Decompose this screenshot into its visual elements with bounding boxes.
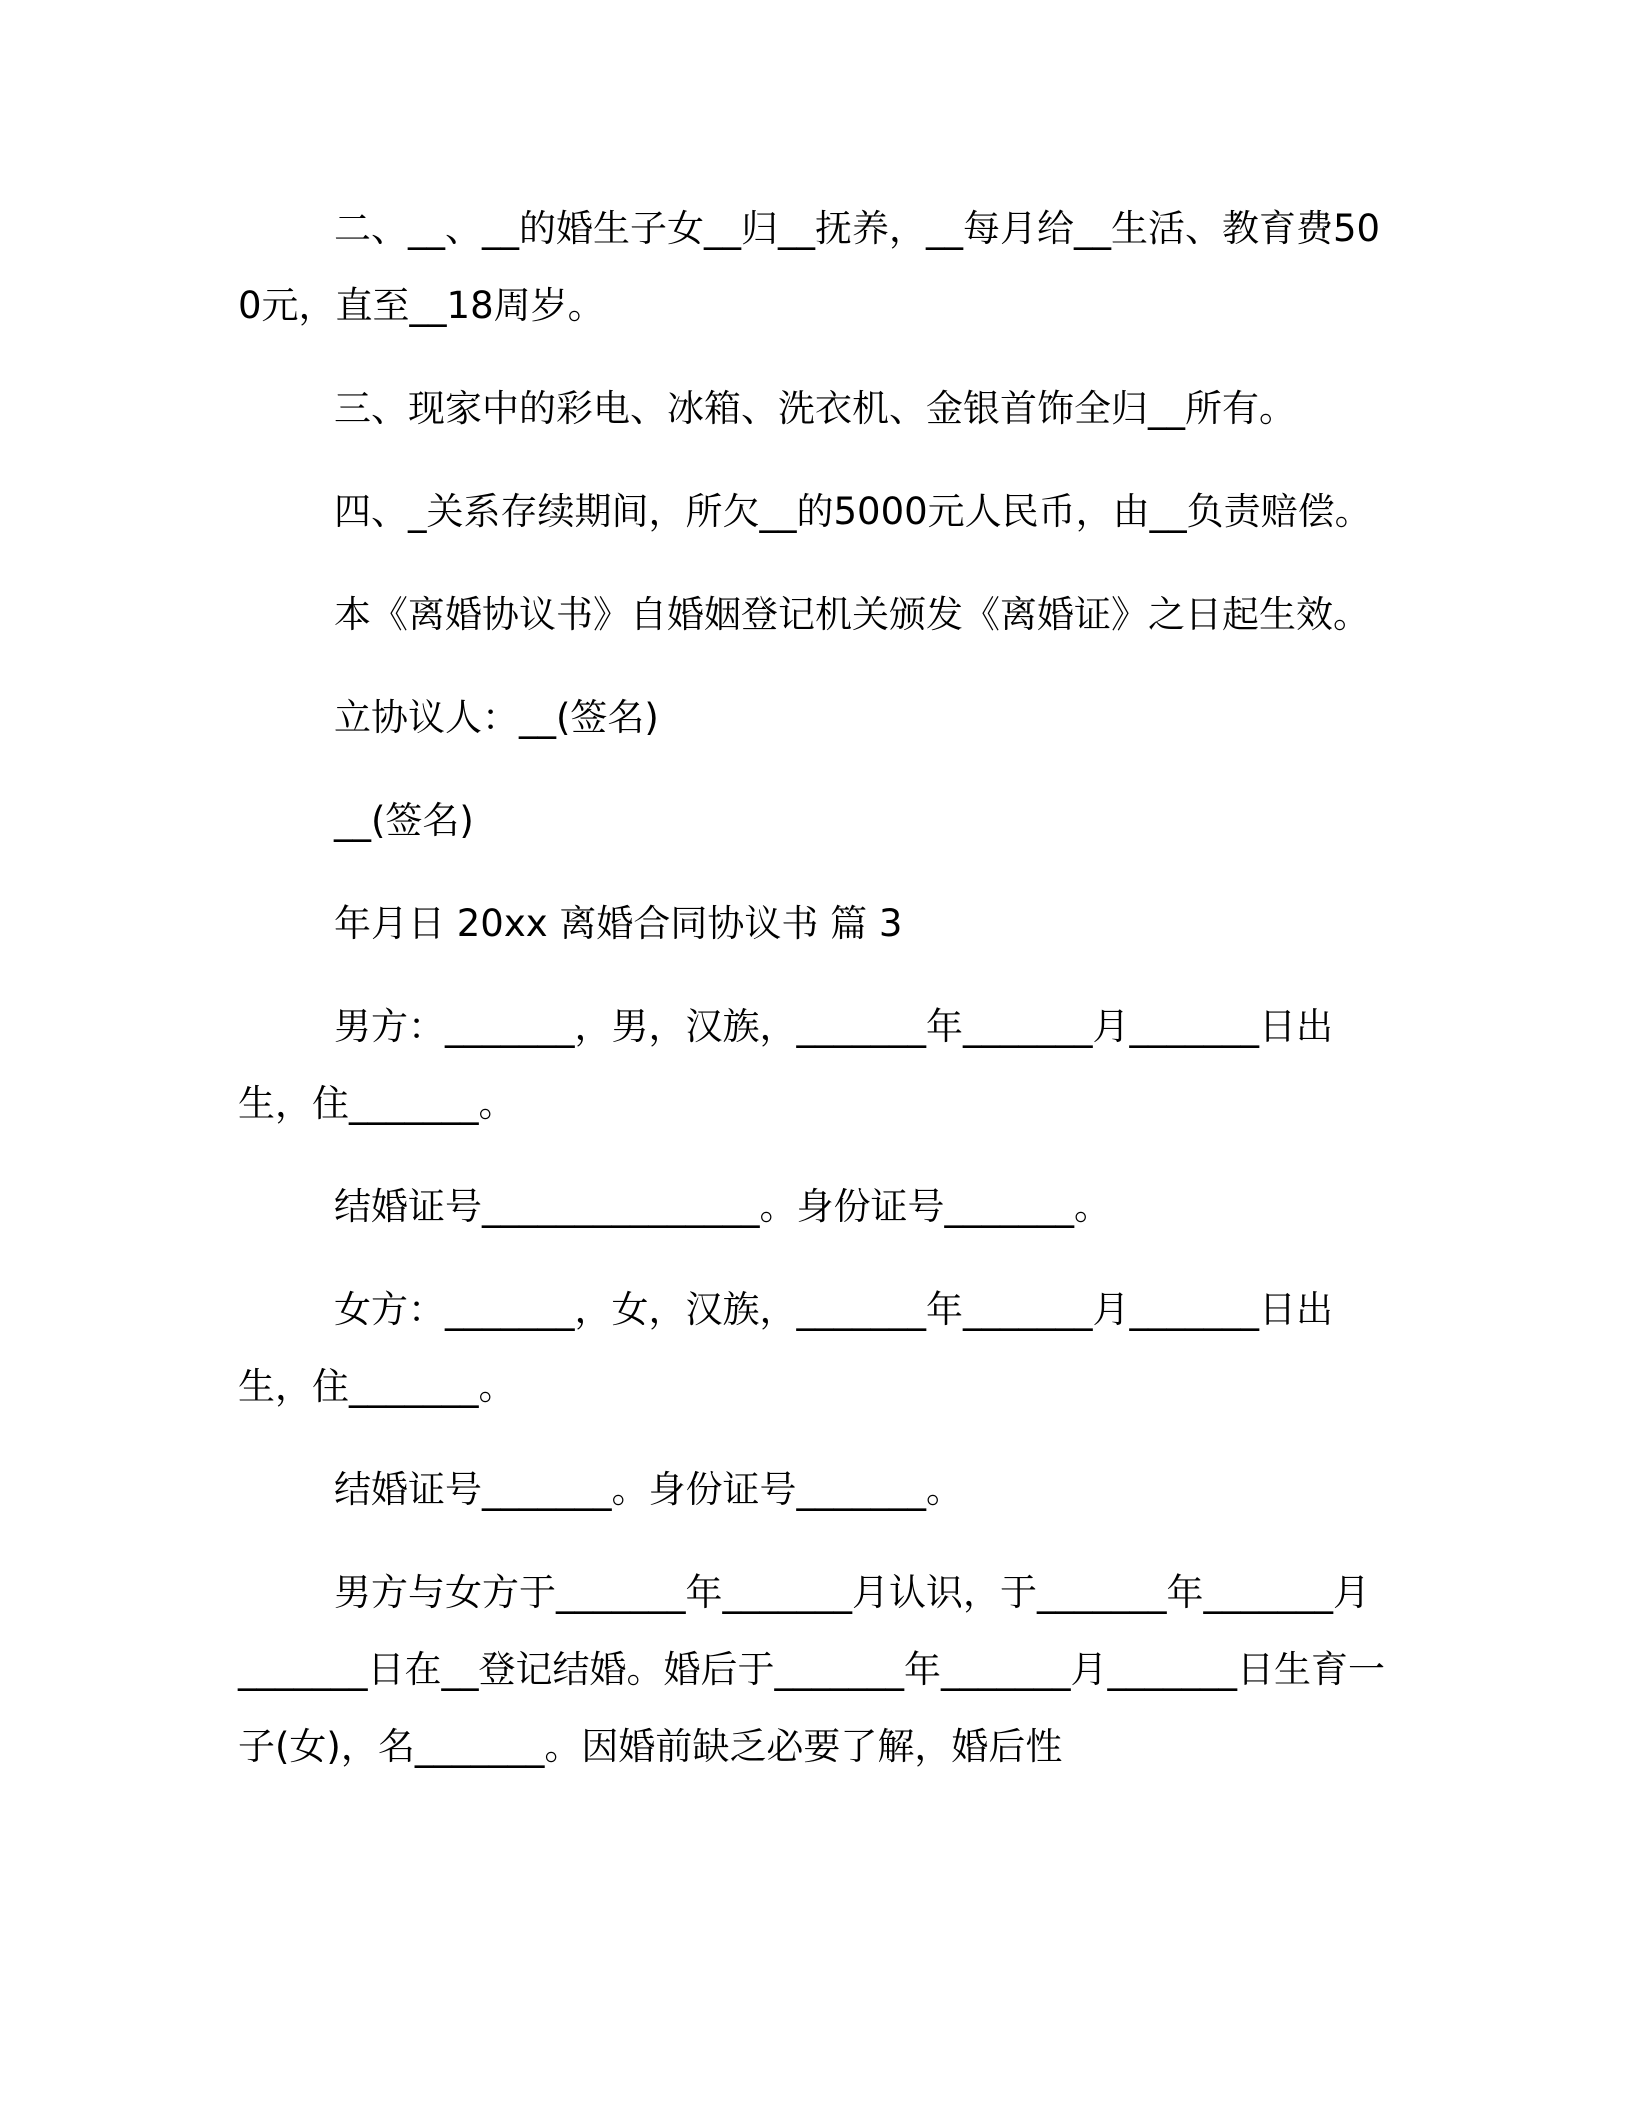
- wife-info-paragraph: 女方：_______，女，汉族，_______年_______月_______日出生，住_______。: [238, 1288, 1333, 1408]
- clause-three-paragraph: 三、现家中的彩电、冰箱、洗衣机、金银首饰全归__所有。: [334, 387, 1296, 430]
- section-heading: 年月日 20xx 离婚合同协议书 篇 3: [334, 902, 903, 945]
- husband-certificate-line: 结婚证号_______________。身份证号_______。: [334, 1185, 1111, 1228]
- wife-certificate-line: 结婚证号_______。身份证号_______。: [334, 1468, 963, 1511]
- clause-four-paragraph: 四、_关系存续期间，所欠__的5000元人民币，由__负责赔偿。: [334, 490, 1372, 533]
- clause-two-paragraph: 二、__、__的婚生子女__归__抚养，__每月给__生活、教育费500元，直至__18周岁。: [238, 207, 1381, 327]
- signatory-line: 立协议人：__(签名): [334, 696, 659, 739]
- effective-clause-paragraph: 本《离婚协议书》自婚姻登记机关颁发《离婚证》之日起生效。: [334, 593, 1370, 636]
- marriage-history-paragraph: 男方与女方于_______年_______月认识，于_______年_______月_______日在__登记结婚。婚后于_______年_______月_______日生育一子(女)，名_______。因婚前缺乏必要了解，婚后性: [238, 1571, 1385, 1768]
- document-body: [238, 190, 1388, 1811]
- husband-info-paragraph: 男方：_______，男，汉族，_______年_______月_______日出生，住_______。: [238, 1005, 1333, 1125]
- second-signature-line: __(签名): [334, 799, 474, 842]
